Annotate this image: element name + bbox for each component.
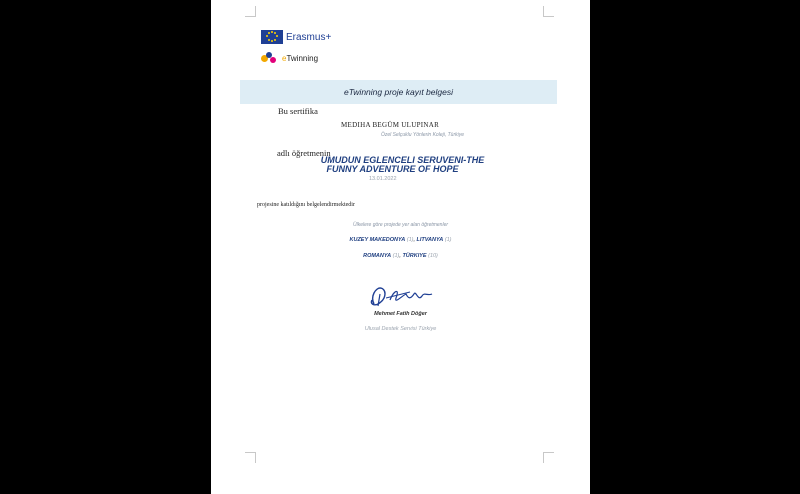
country-count: (10) — [428, 253, 438, 259]
teacher-label: adlı öğretmenin — [277, 148, 331, 158]
signer-name: Mehmet Fatih Döğer — [374, 311, 427, 317]
erasmus-logo — [261, 30, 331, 44]
crop-mark-top-left — [245, 6, 256, 17]
crop-mark-bottom-left — [245, 452, 256, 463]
country-count: (1) — [444, 237, 452, 243]
project-date: 13.01.2022 — [369, 176, 397, 182]
erasmus-label: Erasmus+ — [286, 31, 332, 43]
eu-flag-icon — [261, 30, 283, 44]
certificate-page — [211, 0, 590, 494]
intro-label: Bu sertifika — [278, 106, 318, 116]
crop-mark-bottom-right — [543, 452, 554, 463]
certificate-heading-band — [240, 80, 557, 104]
country-count: (1) — [392, 253, 400, 259]
country-count: (1) — [406, 237, 414, 243]
countries-caption: Ülkelere göre projede yer alan öğretmenler — [352, 222, 449, 228]
country-name: KUZEY MAKEDONYA — [349, 237, 406, 243]
participation-text: projesine katıldığını belgelendirmektedir — [257, 202, 355, 208]
signer-organization: Ulusal Destek Servisi Türkiye — [364, 326, 437, 332]
etwinning-logo — [261, 51, 318, 65]
country-name: LITVANYA — [416, 237, 444, 243]
certificate-heading: eTwinning proje kayıt belgesi — [344, 87, 453, 97]
project-title-line-1: UMUDUN EGLENCELI SERUVENI-THE — [320, 155, 485, 165]
country-name: TÜRKIYE — [402, 253, 427, 259]
etwinning-label: eTwinning — [282, 53, 319, 63]
countries-row-1: KUZEY MAKEDONYA (1), LITVANYA (1) — [349, 237, 452, 243]
crop-mark-top-right — [543, 6, 554, 17]
project-title-line-2: FUNNY ADVENTURE OF HOPE — [326, 164, 459, 174]
countries-row-2: ROMANYA (1), TÜRKIYE (10) — [363, 253, 438, 259]
signature-image — [366, 282, 438, 310]
school-name: Özel Selçuklu Yönlerin Koleji, Türkiye — [381, 132, 465, 138]
project-title — [211, 156, 590, 174]
country-name: ROMANYA — [363, 253, 392, 259]
teacher-name: MEDIHA BEGÜM ULUPINAR — [341, 121, 440, 129]
etwinning-mark-icon — [261, 51, 279, 65]
